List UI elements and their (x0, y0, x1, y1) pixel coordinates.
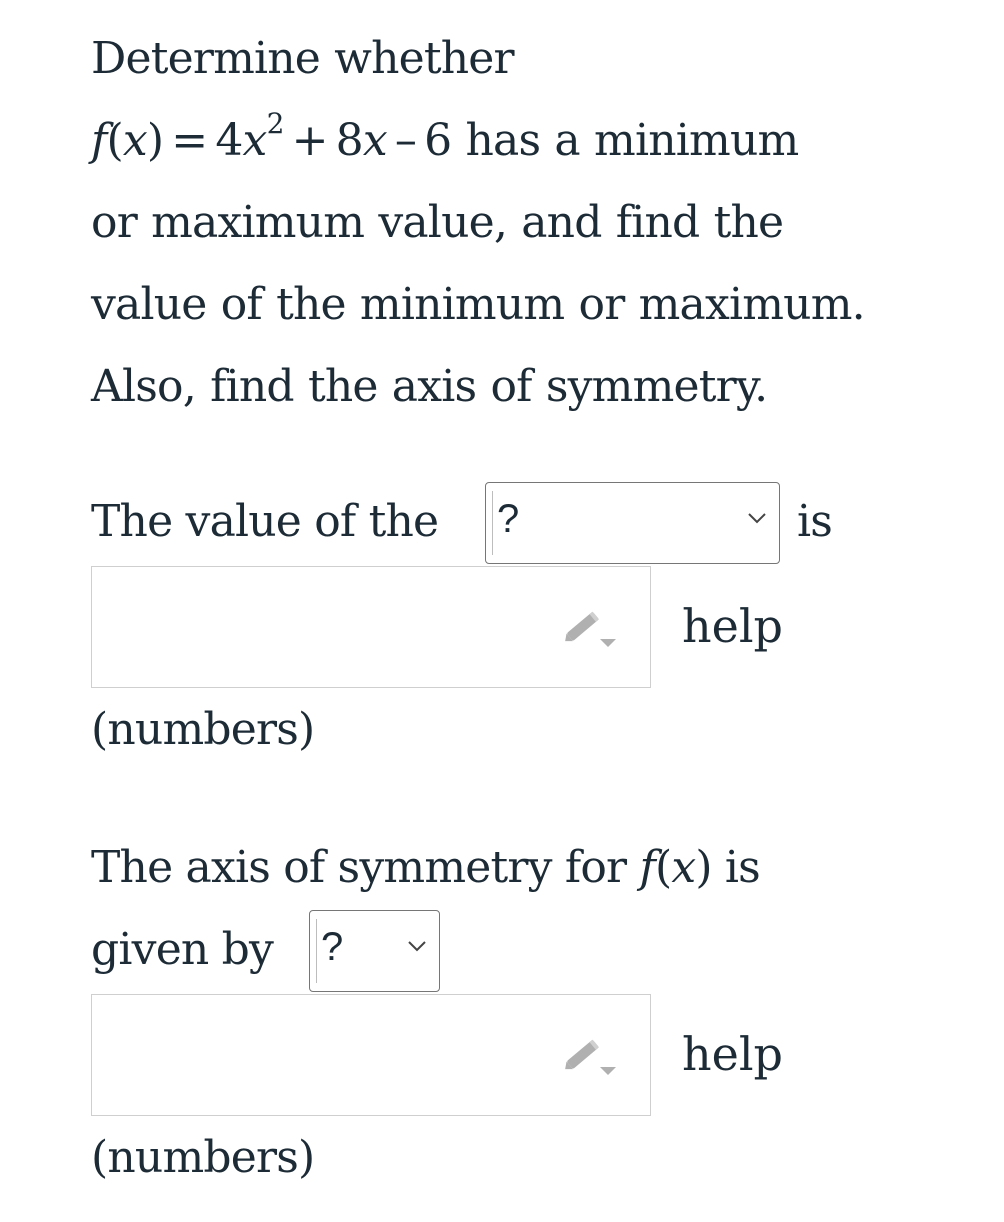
select-divider (492, 491, 493, 555)
part1-prefix: The value of the (91, 496, 439, 547)
question-line-1: Determine whether (91, 33, 514, 84)
min-max-value-input[interactable] (91, 566, 651, 688)
part2-numbers-hint: (numbers) (91, 1132, 315, 1183)
question-line-2-tail: has a minimum (465, 115, 799, 166)
part1-numbers-hint: (numbers) (91, 704, 315, 755)
pencil-edit-icon[interactable] (560, 1031, 620, 1079)
help-link-1[interactable]: help (682, 599, 784, 653)
axis-select-value: ? (321, 925, 344, 969)
axis-select[interactable] (309, 910, 440, 992)
question-line-4: value of the minimum or maximum. (91, 279, 865, 330)
chevron-down-icon (407, 939, 427, 953)
question-line-2 (91, 100, 951, 182)
question-text (91, 18, 951, 428)
function-expression: $f(x) = 4x^2 + 8x - 6$ (91, 107, 452, 166)
part1-suffix: is (797, 496, 833, 547)
min-max-select-value: ? (497, 497, 520, 541)
question-line-3: or maximum value, and find the (91, 197, 784, 248)
question-line-5: Also, find the axis of symmetry. (91, 361, 768, 412)
pencil-edit-icon[interactable] (560, 603, 620, 651)
help-link-2[interactable]: help (682, 1027, 784, 1081)
part2-given-by: given by (91, 924, 274, 975)
part2-prefix-line: The axis of symmetry for f(x) is (91, 842, 760, 893)
chevron-down-icon (747, 511, 767, 525)
min-max-select[interactable] (485, 482, 780, 564)
select-divider (316, 919, 317, 983)
axis-value-input[interactable] (91, 994, 651, 1116)
function-reference: f(x) (639, 842, 712, 893)
